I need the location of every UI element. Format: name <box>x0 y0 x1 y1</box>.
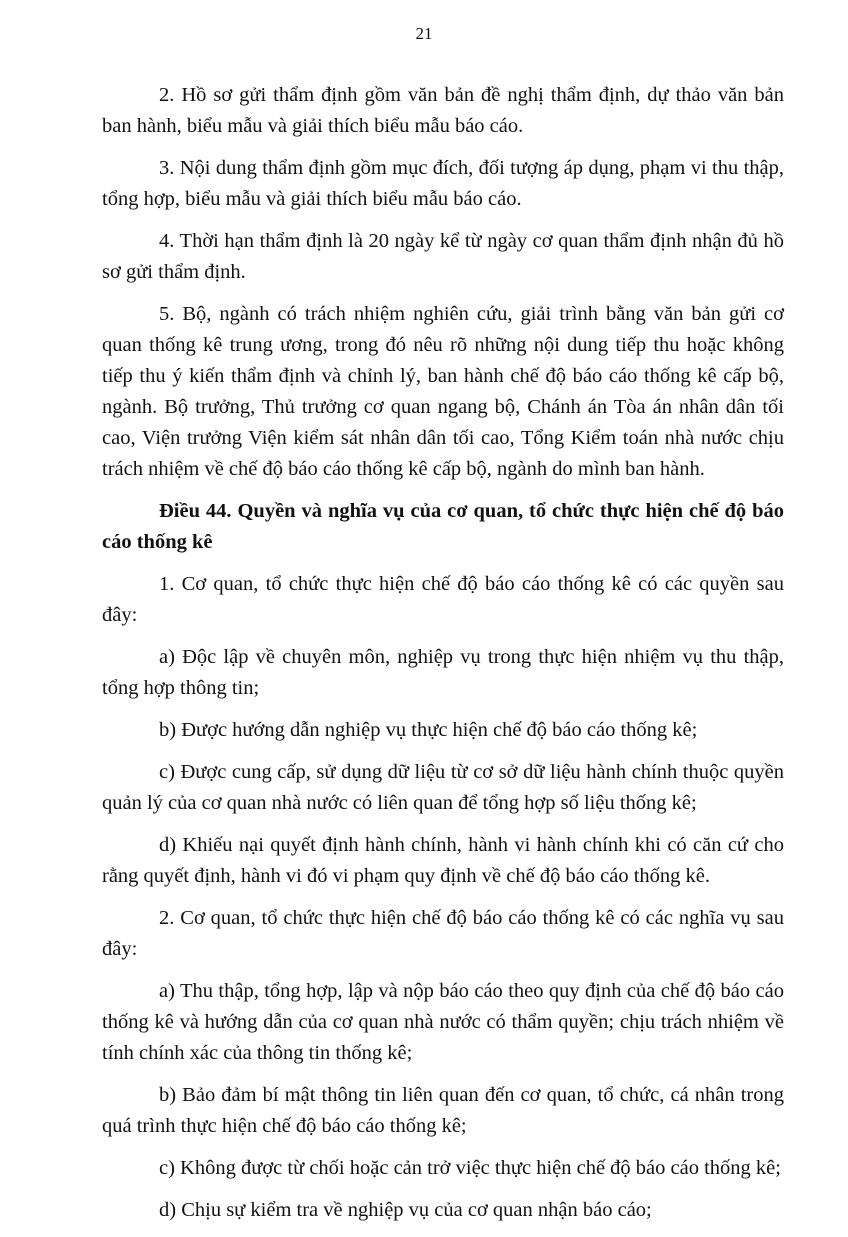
paragraph-obligation-a: a) Thu thập, tổng hợp, lập và nộp báo cáo theo quy định của chế độ báo cáo thống kê và hướng dẫn của cơ quan nhà nước có thẩm quyền; chịu trách nhiệm về tính chính xác của thông tin thống kê; <box>102 980 784 1064</box>
page-number: 21 <box>415 24 433 43</box>
paragraph-right-a: a) Độc lập về chuyên môn, nghiệp vụ trong thực hiện nhiệm vụ thu thập, tổng hợp thông tin; <box>102 646 784 699</box>
paragraph-clause-3: 3. Nội dung thẩm định gồm mục đích, đối tượng áp dụng, phạm vi thu thập, tổng hợp, biểu mẫu và giải thích biểu mẫu báo cáo. <box>102 157 784 210</box>
paragraph-right-c: c) Được cung cấp, sử dụng dữ liệu từ cơ sở dữ liệu hành chính thuộc quyền quản lý của cơ quan nhà nước có liên quan để tổng hợp số liệu thống kê; <box>102 761 784 814</box>
paragraph-clause-2: 2. Hồ sơ gửi thẩm định gồm văn bản đề nghị thẩm định, dự thảo văn bản ban hành, biểu mẫu và giải thích biểu mẫu báo cáo. <box>102 84 784 137</box>
paragraph-right-b: b) Được hướng dẫn nghiệp vụ thực hiện chế độ báo cáo thống kê; <box>159 719 698 741</box>
paragraph-obligation-c: c) Không được từ chối hoặc cản trở việc thực hiện chế độ báo cáo thống kê; <box>159 1157 781 1179</box>
paragraph-rights-intro: 1. Cơ quan, tổ chức thực hiện chế độ báo cáo thống kê có các quyền sau đây: <box>102 573 784 626</box>
article-44-heading: Điều 44. Quyền và nghĩa vụ của cơ quan, tổ chức thực hiện chế độ báo cáo thống kê <box>102 500 784 553</box>
document-body <box>102 80 784 1237</box>
paragraph-right-d: d) Khiếu nại quyết định hành chính, hành vi hành chính khi có căn cứ cho rằng quyết định, hành vi đó vi phạm quy định về chế độ báo cáo thống kê. <box>102 834 784 887</box>
paragraph-obligation-d: d) Chịu sự kiểm tra về nghiệp vụ của cơ quan nhận báo cáo; <box>159 1199 652 1221</box>
paragraph-clause-5: 5. Bộ, ngành có trách nhiệm nghiên cứu, giải trình bằng văn bản gửi cơ quan thống kê trung ương, trong đó nêu rõ những nội dung tiếp thu hoặc không tiếp thu ý kiến thẩm định và chỉnh lý, ban hành chế độ báo cáo thống kê cấp bộ, ngành. Bộ trưởng, Thủ trưởng cơ quan ngang bộ, Chánh án Tòa án nhân dân tối cao, Viện trưởng Viện kiểm sát nhân dân tối cao, Tổng Kiểm toán nhà nước chịu trách nhiệm về chế độ báo cáo thống kê cấp bộ, ngành do mình ban hành. <box>102 303 784 480</box>
paragraph-clause-4: 4. Thời hạn thẩm định là 20 ngày kể từ ngày cơ quan thẩm định nhận đủ hồ sơ gửi thẩm định. <box>102 230 784 283</box>
paragraph-obligations-intro: 2. Cơ quan, tổ chức thực hiện chế độ báo cáo thống kê có các nghĩa vụ sau đây: <box>102 907 784 960</box>
paragraph-obligation-b: b) Bảo đảm bí mật thông tin liên quan đến cơ quan, tổ chức, cá nhân trong quá trình thực hiện chế độ báo cáo thống kê; <box>102 1084 784 1137</box>
